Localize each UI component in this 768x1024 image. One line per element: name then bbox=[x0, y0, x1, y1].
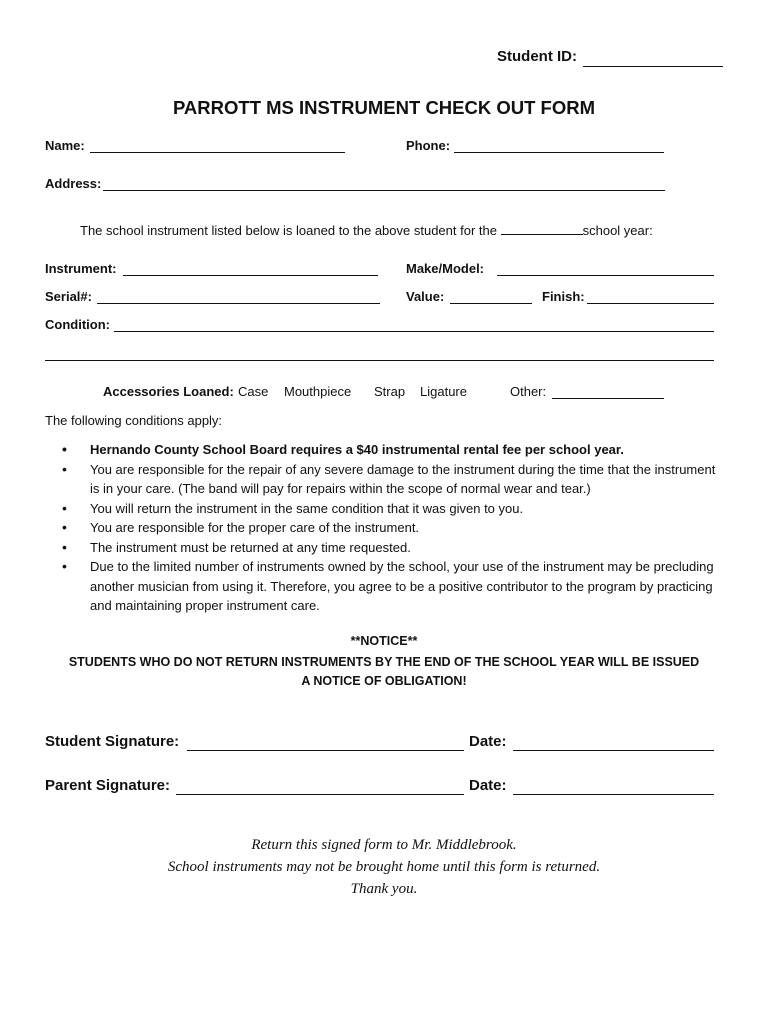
accessory-other-field[interactable] bbox=[552, 398, 664, 399]
name-label: Name: bbox=[45, 138, 85, 153]
value-field[interactable] bbox=[450, 303, 532, 304]
footer-line2: School instruments may not be brought home until this form is returned. bbox=[167, 859, 601, 875]
name-field[interactable] bbox=[90, 152, 345, 153]
accessory-mouthpiece[interactable]: Mouthpiece bbox=[284, 384, 352, 399]
finish-label: Finish: bbox=[542, 289, 585, 304]
phone-label: Phone: bbox=[406, 138, 451, 153]
condition-item: • Hernando County School Board requires a $40 instrumental rental fee per school year. bbox=[45, 440, 725, 460]
condition-item: • You will return the instrument in the same condition that it was given to you. bbox=[45, 499, 725, 519]
condition-item: • You are responsible for the repair of any severe damage to the instrument during the time that the instrument is in your care. (The band will pay for repairs within the scope of normal wear and tear.) bbox=[45, 460, 725, 499]
value-label: Value: bbox=[406, 289, 445, 304]
student-signature-label: Student Signature: bbox=[45, 733, 180, 750]
condition-field-line2[interactable] bbox=[45, 360, 714, 361]
student-signature-field[interactable] bbox=[187, 750, 464, 751]
parent-signature-field[interactable] bbox=[176, 794, 464, 795]
accessory-strap[interactable]: Strap bbox=[374, 384, 406, 399]
accessories-label: Accessories Loaned: bbox=[103, 384, 234, 399]
student-date-field[interactable] bbox=[513, 750, 714, 751]
finish-field[interactable] bbox=[587, 303, 714, 304]
accessory-ligature[interactable]: Ligature bbox=[420, 384, 467, 399]
make-model-field[interactable] bbox=[497, 275, 714, 276]
condition-label: Condition: bbox=[45, 317, 110, 332]
notice-line1: STUDENTS WHO DO NOT RETURN INSTRUMENTS BY THE END OF THE SCHOOL YEAR WILL BE ISSUED bbox=[68, 655, 700, 669]
instrument-field[interactable] bbox=[123, 275, 378, 276]
address-label: Address: bbox=[45, 176, 102, 191]
notice-heading: **NOTICE** bbox=[350, 634, 418, 648]
condition-item: • Due to the limited number of instruments owned by the school, your use of the instrument may be precluding another musician from using it. Therefore, you agree to be a positive contributor to the program by practicing and maintaining proper instrument care. bbox=[45, 557, 725, 616]
accessory-other-label: Other: bbox=[510, 384, 547, 399]
notice-line2: A NOTICE OF OBLIGATION! bbox=[301, 674, 467, 688]
accessory-case[interactable]: Case bbox=[238, 384, 269, 399]
student-date-label: Date: bbox=[469, 733, 507, 750]
address-field[interactable] bbox=[103, 190, 665, 191]
student-id-label: Student ID: bbox=[497, 48, 577, 65]
serial-field[interactable] bbox=[97, 303, 380, 304]
parent-date-label: Date: bbox=[469, 777, 507, 794]
footer-line1: Return this signed form to Mr. Middlebrook. bbox=[251, 837, 517, 853]
instrument-label: Instrument: bbox=[45, 261, 117, 276]
parent-signature-label: Parent Signature: bbox=[45, 777, 171, 794]
condition-field[interactable] bbox=[114, 331, 714, 332]
footer-line3: Thank you. bbox=[350, 881, 418, 897]
conditions-list bbox=[45, 440, 725, 616]
loan-statement bbox=[80, 223, 653, 238]
condition-item: • The instrument must be returned at any time requested. bbox=[45, 538, 725, 558]
loan-statement-text: The school instrument listed below is loaned to the above student for the bbox=[80, 223, 497, 238]
student-id-field[interactable] bbox=[583, 66, 723, 67]
serial-label: Serial#: bbox=[45, 289, 92, 304]
form-title: PARROTT MS INSTRUMENT CHECK OUT FORM bbox=[172, 97, 596, 118]
phone-field[interactable] bbox=[454, 152, 664, 153]
condition-item: • You are responsible for the proper care of the instrument. bbox=[45, 518, 725, 538]
conditions-intro: The following conditions apply: bbox=[45, 413, 223, 428]
school-year-field[interactable] bbox=[501, 234, 583, 235]
loan-statement-suffix: school year: bbox=[582, 223, 653, 238]
parent-date-field[interactable] bbox=[513, 794, 714, 795]
make-model-label: Make/Model: bbox=[406, 261, 485, 276]
